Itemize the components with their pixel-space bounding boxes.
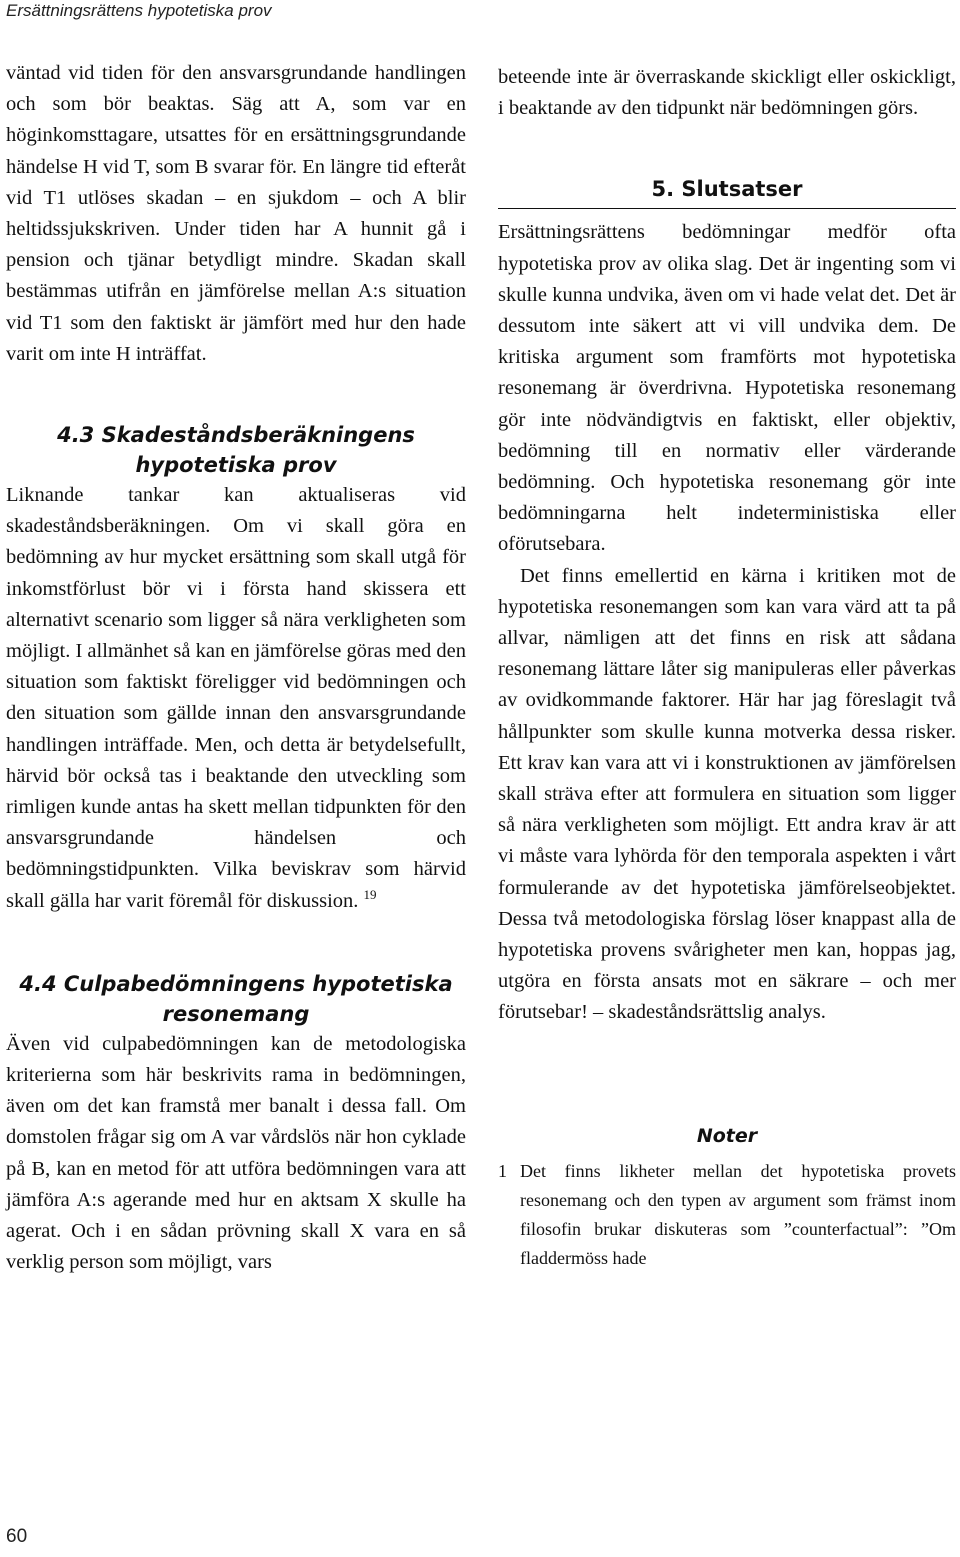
section-heading-4-3 — [6, 420, 466, 480]
page-number: 60 — [6, 1526, 28, 1547]
paragraph-4-3 — [6, 480, 466, 917]
footnote-reference[interactable]: 19 — [363, 886, 377, 902]
left-column — [6, 58, 466, 1279]
footnote-item — [498, 1157, 956, 1273]
section-heading-4-4 — [6, 969, 466, 1029]
right-column — [498, 62, 956, 1273]
paragraph-5-first: Ersättningsrättens bedömningar medför ofta hypotetiska prov av olika slag. Det är ingenting som vi skulle kunna undvika, även om vi hade velat det. Det är dessutom inte säkert att vi vill undvika dem. De kritiska argument som framförts mot hypotetiska resonemang är överdrivna. Hypotetiska resonemang gör inte nödvändigtvis en faktiskt, eller objektiv, bedömning till en normativ eller värderande bedömning. Och hypotetiska resonemang gör inte bedömningarna helt indeterministiska eller oförutsebara. — [498, 221, 956, 556]
paragraph-4-4: Även vid culpabedömningen kan de metodologiska kriterierna som här beskrivits rama in bedömningen, även om det kan framstå mer banalt i dessa fall. Om domstolen frågar sig om A var vårdslös när hon cyklade på B, kan en metod för att utföra bedömningen vara att jämföra A:s agerande med hur en aktsam X skulle ha agerat. Och i en sådan prövning skall X vara en så verklig person som möjligt, vars — [6, 1032, 466, 1274]
section-heading-5: 5. Slutsatser — [498, 174, 956, 209]
section-heading-4-3-line1: 4.3 Skadeståndsberäkningens — [57, 423, 415, 448]
running-header-title: Ersättningsrättens hypotetiska prov — [6, 1, 272, 20]
section-heading-4-4-line1: 4.4 Culpabedömningens hypotetiska — [19, 971, 453, 996]
footnote-text: Det finns likheter mellan det hypotetiska provets resonemang och den typen av argument som främst inom filosofin brukar diskuteras som ”counterfactual”: ”Om fladdermöss hade — [520, 1160, 956, 1268]
paragraph-5-second: Det finns emellertid en kärna i kritiken mot de hypotetiska resonemangen som kan vara värd att ta på allvar, nämligen att det finns en risk att sådana resonemang lättare låter sig manipuleras eller påverkas av ovidkommande faktorer. Här har jag föreslagit två hållpunkter som skulle kunna motverka dessa risker. Ett krav kan vara att vi i konstruktionen av jämförelsen skall sträva efter att formulera en situation som ligger så nära verkligheten som möjligt. Ett andra krav är att vi måste vara lyhörda för den temporala aspekten i vårt formulerande av det hypotetiska jämförelseobjektet. Dessa två metodologiska förslag löser knappast alla de hypotetiska provens svårigheter men kan, hoppas jag, utgöra en första ansats mot en säkrare – och mer förutsebar! – skadeståndsrättslig analys. — [498, 564, 956, 1024]
paragraph-4-3-text: Liknande tankar kan aktualiseras vid skadeståndsberäkningen. Om vi skall göra en bedömning av hur mycket ersättning som skall utgå för inkomstförlust bör vi i första hand skissera ett alternativt scenario som ligger så nära verkligheten som möjligt. I allmänhet så kan en jämförelse göras med den situation som faktiskt föreligger vid bedömningen och den situation som gällde innan den ansvarsgrundande handlingen inträffade. Men, och detta är betydelsefullt, härvid bör också tas i beaktande den utveckling som rimligen kunde antas ha skett mellan tidpunkten för den ansvarsgrundande händelsen och bedömningstidpunkten. Vilka beviskrav som härvid skall gälla har varit föremål för diskussion. — [6, 484, 466, 912]
section-heading-4-4-line2: resonemang — [162, 1001, 310, 1026]
footnote-number: 1 — [498, 1160, 507, 1181]
paragraph-continuation: beteende inte är överraskande skickligt eller oskickligt, i beaktande av den tidpunkt när bedömningen görs. — [498, 66, 956, 120]
notes-heading: Noter — [696, 1124, 758, 1147]
paragraph-intro: väntad vid tiden för den ansvarsgrundande handlingen och som bör beaktas. Säg att A, som var en höginkomsttagare, utsattes för en ersättningsgrundande händelse H vid T, som B svarar för. En längre tid efteråt vid T1 utlöses skadan – en sjukdom – och A blir heltidssjukskriven. Under tiden har A hunnit gå i pension och tjänar betydligt mindre. Skadan skall bestämmas utifrån en jämförelse mellan A:s situation vid T1 som den faktiskt är jämfört med hur den hade varit om inte H inträffat. — [6, 62, 466, 365]
section-heading-4-3-line2: hypotetiska prov — [135, 453, 337, 478]
